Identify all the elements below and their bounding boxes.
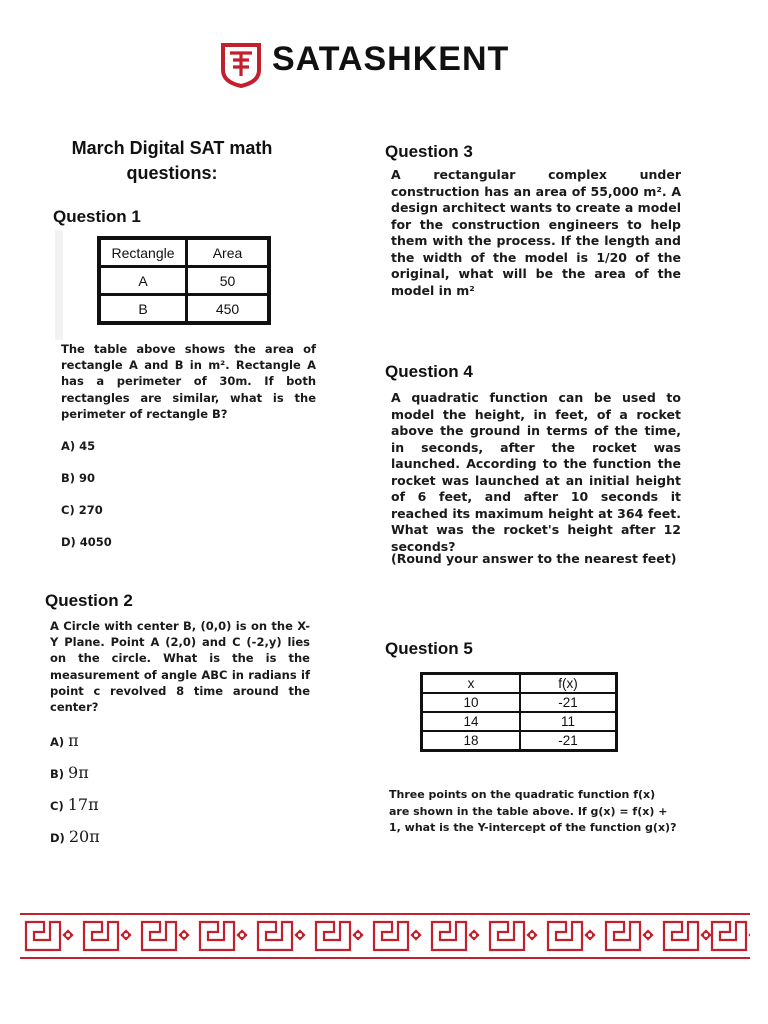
question-5-table [420, 672, 618, 752]
page-title: March Digital SAT math questions: [71, 138, 273, 183]
table-row [422, 731, 617, 751]
question-4-text: A quadratic function can be used to model the height, in feet, of a rocket above the ground in terms of the time, in seconds, after the rocket was launched. According to the function the rocket was launched at an initial height of 6 feet, and after 10 seconds it reached its maximum height at 364 feet. What was the rocket's height after 12 seconds? [391, 390, 681, 554]
question-2-option-d [50, 827, 100, 846]
question-1-option-d: D) 4050 [61, 535, 112, 549]
table-cell: 14 [422, 712, 521, 731]
table-cell: -21 [520, 731, 617, 751]
table-row [99, 267, 269, 295]
option-label: B) [50, 767, 65, 781]
table-cell: 450 [187, 295, 270, 324]
table-cell: -21 [520, 693, 617, 712]
option-value: 17π [67, 795, 99, 814]
table-row [422, 693, 617, 712]
table-cell: 50 [187, 267, 270, 295]
option-label: D) [50, 831, 65, 845]
option-label: A) [50, 735, 65, 749]
brand-name: SATASHKENT [272, 40, 510, 78]
table-cell: B [99, 295, 187, 324]
question-1-text: The table above shows the area of rectangle A and B in m². Rectangle A has a perimeter of 30m. If both rectangles are similar, what is the perimeter of rectangle B? [61, 342, 316, 421]
option-label: C) [50, 799, 64, 813]
question-5-heading: Question 5 [385, 639, 473, 658]
option-value: π [68, 731, 79, 750]
option-value: 20π [68, 827, 100, 846]
question-5-text: Three points on the quadratic function f(x) are shown in the table above. If g(x) = f(x) + 1, what is the Y-intercept of the function g(x)? [389, 788, 677, 834]
table-header-cell: x [422, 674, 521, 694]
question-1-table [97, 236, 271, 325]
table-cell: 11 [520, 712, 617, 731]
table-header-row [99, 238, 269, 267]
table-header-cell: f(x) [520, 674, 617, 694]
brand-logo-icon [220, 42, 262, 88]
question-2-option-c [50, 795, 99, 814]
question-1-option-a: A) 45 [61, 439, 96, 453]
question-3-heading: Question 3 [385, 142, 473, 161]
table-cell: A [99, 267, 187, 295]
question-1-option-b: B) 90 [61, 471, 96, 485]
question-4-note: (Round your answer to the nearest feet) [391, 551, 677, 566]
question-4-heading: Question 4 [385, 362, 473, 381]
question-1-option-c: C) 270 [61, 503, 103, 517]
table-header-row [422, 674, 617, 694]
table-header-cell: Rectangle [99, 238, 187, 267]
table-header-cell: Area [187, 238, 270, 267]
question-2-option-a [50, 731, 79, 750]
table-row [99, 295, 269, 324]
option-value: 9π [68, 763, 89, 782]
table-cell: 18 [422, 731, 521, 751]
table-row [422, 712, 617, 731]
question-2-text: A Circle with center B, (0,0) is on the X-Y Plane. Point A (2,0) and C (-2,y) lies on the circle. What is the is the measurement of angle ABC in radians if point c revolved 8 time around the center? [50, 619, 310, 715]
table-cell: 10 [422, 693, 521, 712]
question-2-option-b [50, 763, 89, 782]
question-3-text: A rectangular complex under construction has an area of 55,000 m². A design architect wants to create a model for the construction engineers to help them with the process. If the length and the width of the model is 1/20 of the original, what will be the area of the model in m² [391, 167, 681, 298]
question-2-heading: Question 2 [45, 591, 133, 610]
question-1-heading: Question 1 [53, 207, 141, 226]
ornamental-border [20, 912, 750, 960]
scan-shade [55, 230, 63, 340]
